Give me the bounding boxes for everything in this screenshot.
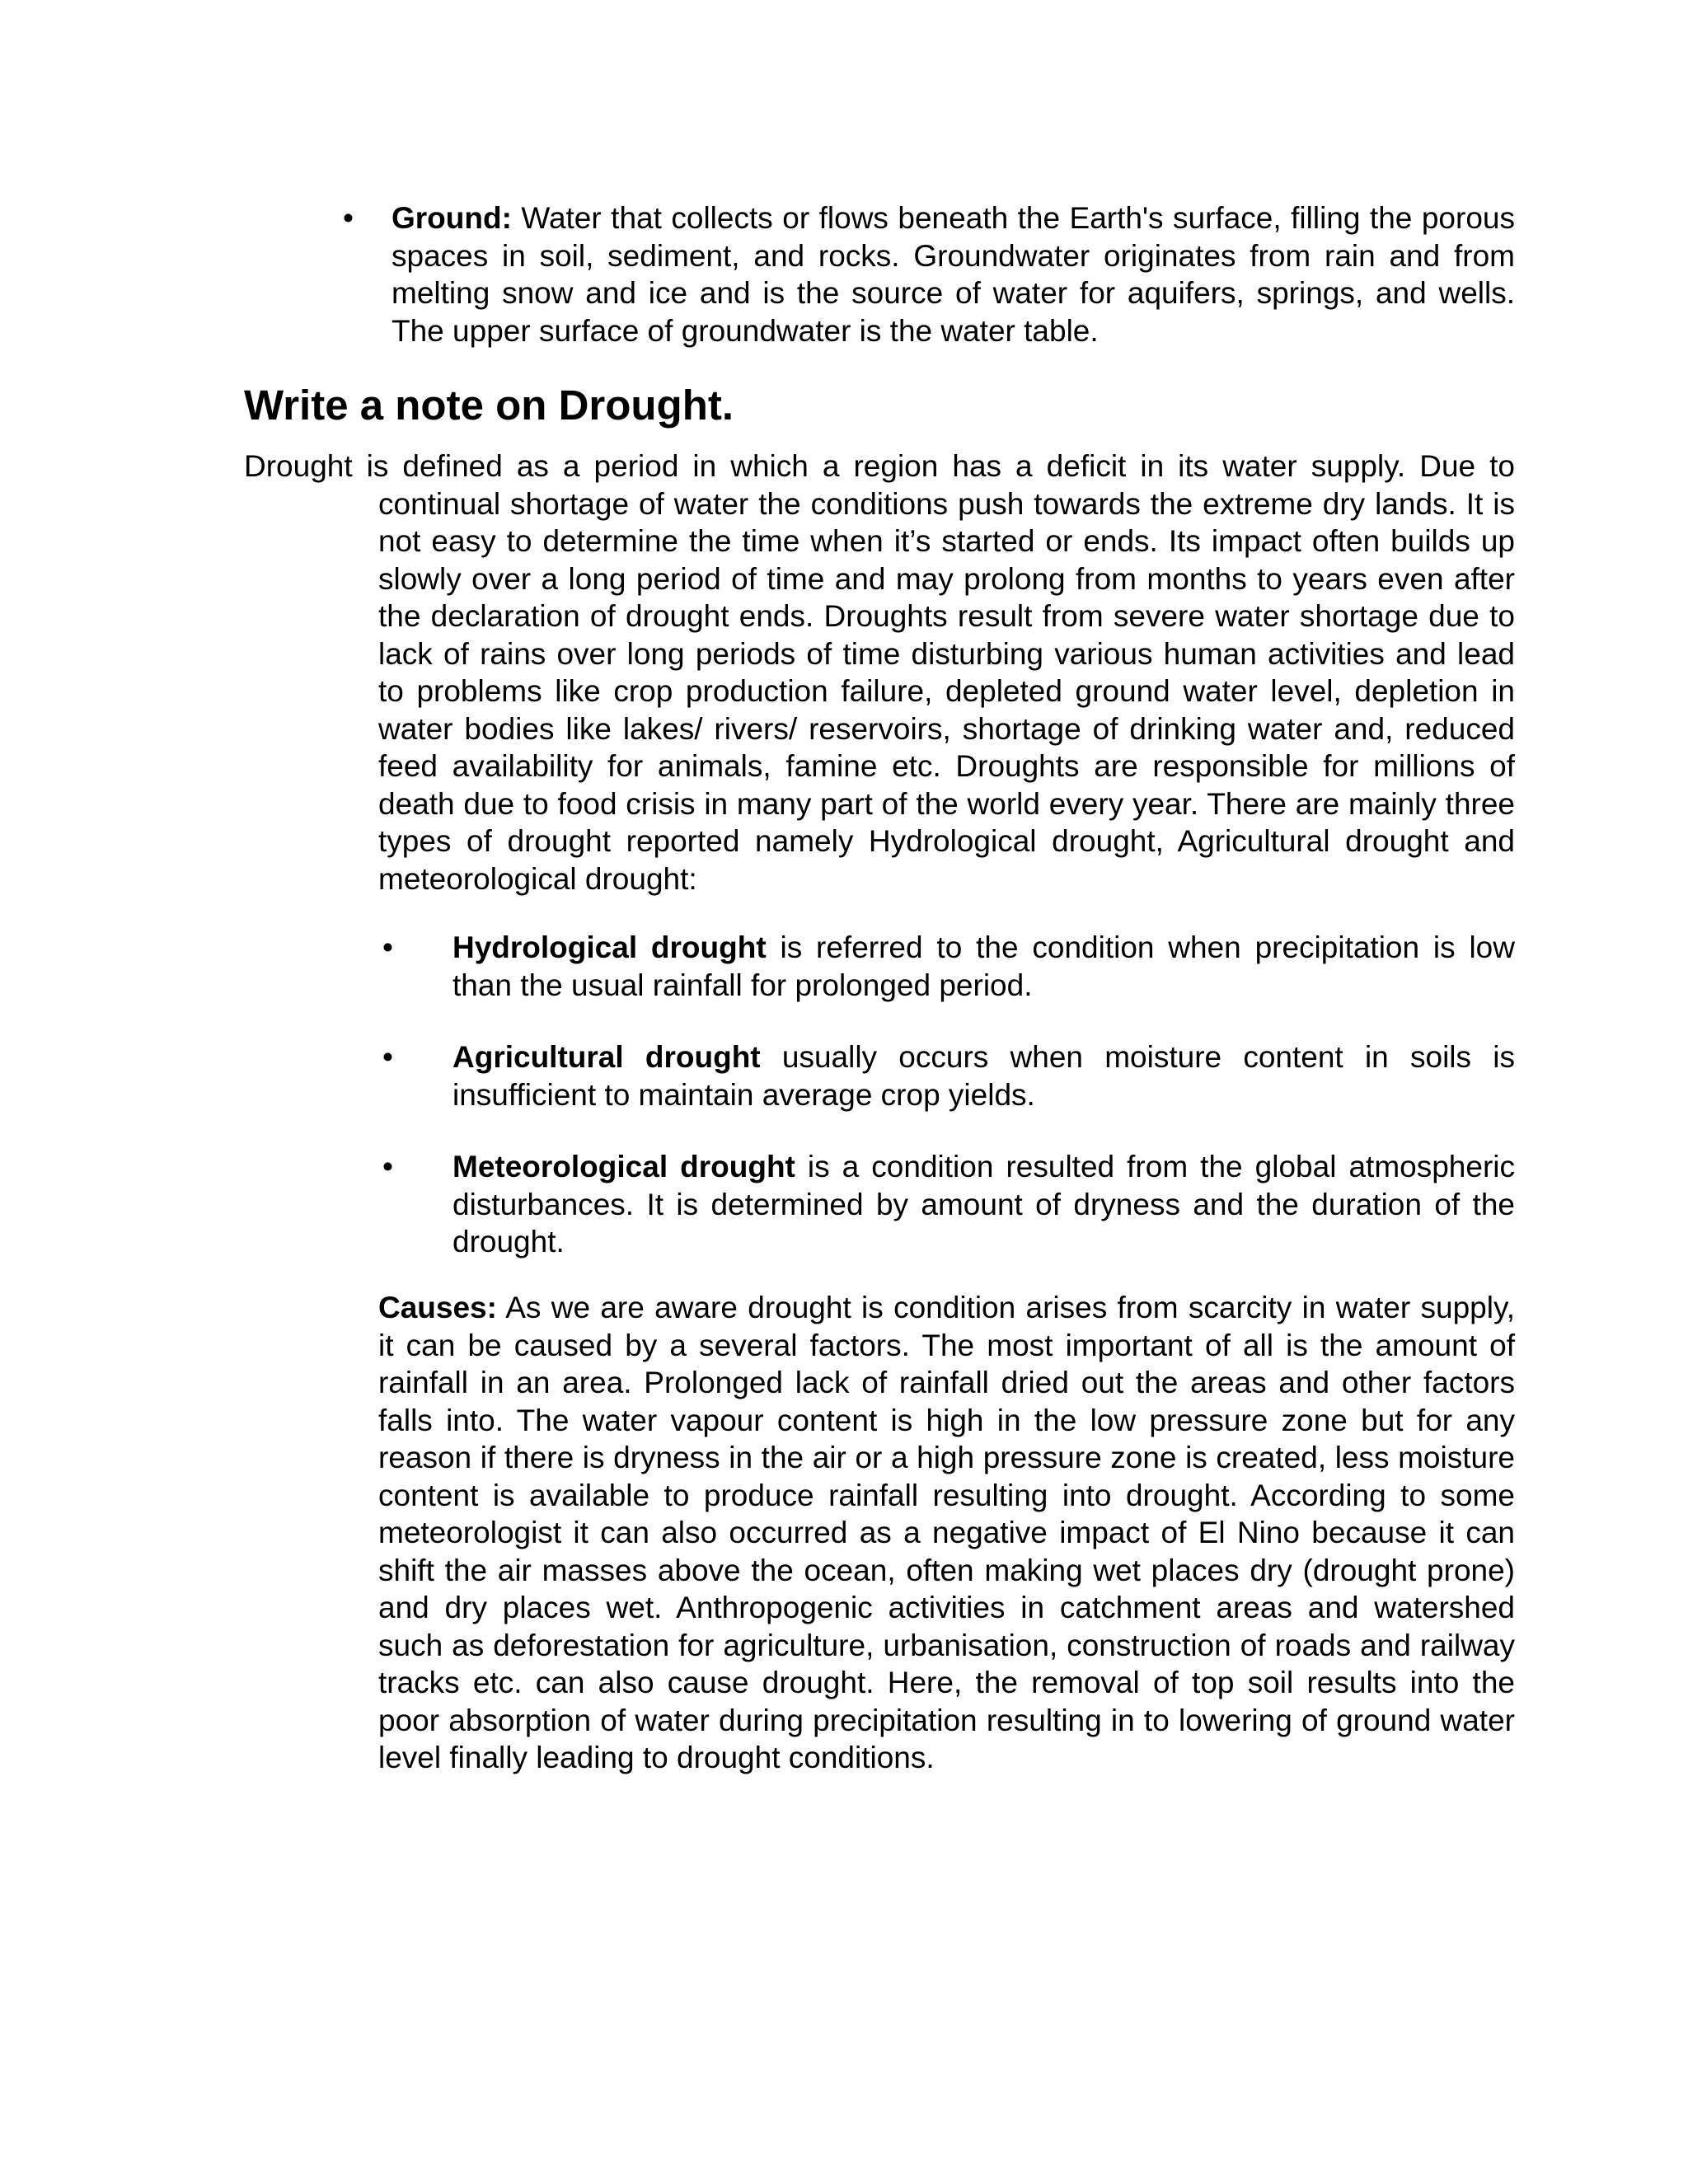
causes-paragraph [378,1289,1515,1777]
drought-type-item [382,929,1515,1007]
drought-type-text [452,1038,1515,1113]
drought-type-description: is referred to the condition when precipitation is low than the usual rainfall for prolonged period. [452,930,1515,1002]
ground-description: Water that collects or flows beneath the Earth's surface, filling the porous spaces in soil, sediment, and rocks. Groundwater originates from rain and from melting snow and ice and is the source of water for aquifers, springs, and wells. The upper surface of groundwater is the water table. [392,201,1515,348]
bullet-symbol: • [382,1150,393,1183]
ground-bullet [343,199,1515,356]
ground-term: Ground: [392,201,512,235]
intro-paragraph: Drought is defined as a period in which a region has a deficit in its water supply. Due to continual shortage of water the conditions push towards the extreme dry lands. It is not easy to determine the time when it’s started or ends. Its impact often builds up slowly over a long period of time and may prolong from months to years even after the declaration of drought ends. Droughts result from severe water shortage due to lack of rains over long periods of time disturbing various human activities and lead to problems like crop production failure, depleted ground water level, depletion in water bodies like lakes/ rivers/ reservoirs, shortage of drinking water and, reduced feed availability for animals, famine etc. Droughts are responsible for millions of death due to food crisis in many part of the world every year. There are mainly three types of drought reported namely Hydrological drought, Agricultural drought and meteorological drought: [244,449,1515,896]
drought-type-text [452,929,1515,1004]
drought-type-item [382,1038,1515,1117]
drought-type-term: Meteorological drought [452,1150,795,1183]
bullet-symbol: • [382,930,393,964]
bullet-symbol: • [343,201,354,235]
section-heading: Write a note on Drought. [244,382,734,429]
bullet-symbol: • [382,1040,393,1074]
causes-description: As we are aware drought is condition arises from scarcity in water supply, it can be caused by a several factors. The most important of all is the amount of rainfall in an area. Prolonged lack of rainfall dried out the areas and other factors falls into. The water vapour content is high in the low pressure zone but for any reason if there is dryness in the air or a high pressure zone is created, less moisture content is available to produce rainfall resulting into drought. According to some meteorologist it can also occurred as a negative impact of El Nino because it can shift the air masses above the ocean, often making wet places dry (drought prone) and dry places wet. Anthropogenic activities in catchment areas and watershed such as deforestation for agriculture, urbanisation, construction of roads and railway tracks etc. can also cause drought. Here, the removal of top soil results into the poor absorption of water during precipitation resulting in to lowering of ground water level finally leading to drought conditions. [378,1291,1515,1774]
drought-type-description: is a condition resulted from the global atmospheric disturbances. It is determined by amount of dryness and the duration of the drought. [452,1150,1515,1258]
drought-type-term: Agricultural drought [452,1040,761,1074]
drought-type-description: usually occurs when moisture content in soils is insufficient to maintain average crop yields. [452,1040,1515,1112]
ground-bullet-text [392,199,1515,349]
drought-type-term: Hydrological drought [452,930,767,964]
causes-term: Causes: [378,1291,497,1324]
drought-type-text [452,1148,1515,1261]
drought-type-item [382,1148,1515,1263]
